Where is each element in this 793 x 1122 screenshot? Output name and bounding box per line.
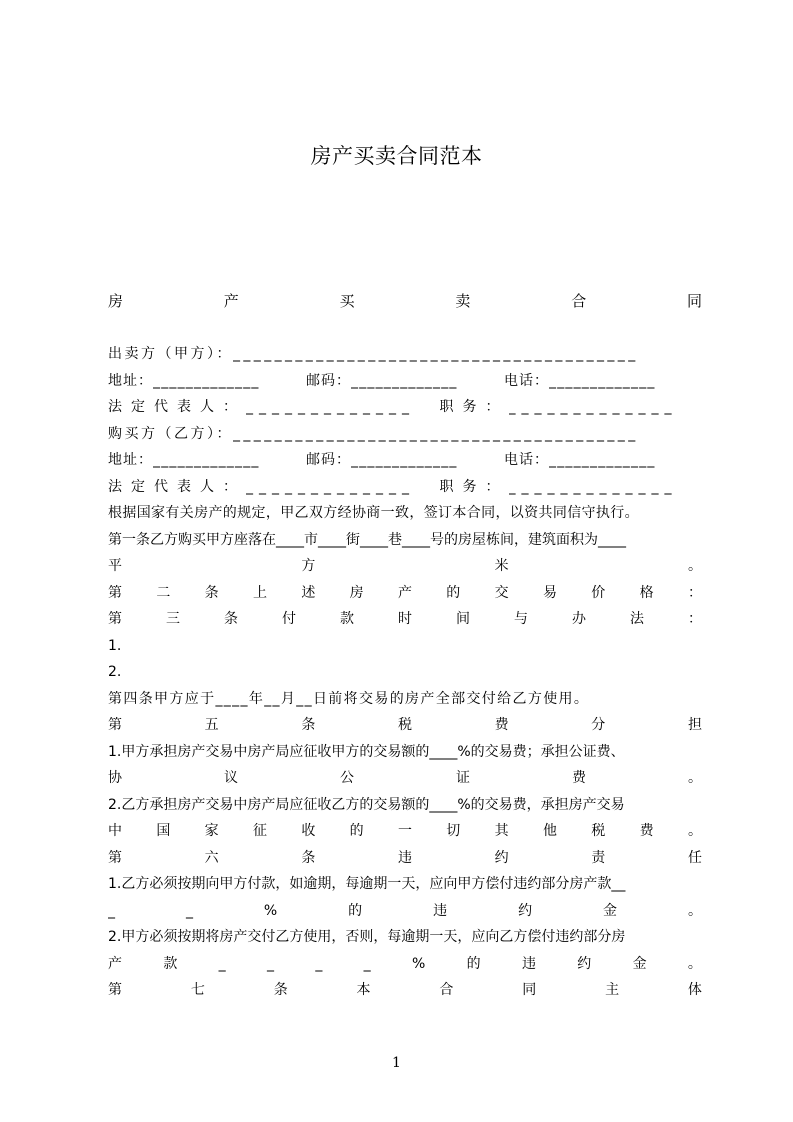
heading-char: 房 [108, 292, 124, 310]
spread-char: 其 [494, 823, 509, 839]
article-4-line: 第四条甲方应于____年__月__日前将交易的房产全部交付给乙方使用。 [108, 690, 590, 707]
article-1-tail [108, 553, 702, 580]
spread-char: 同 [522, 982, 537, 998]
seller-line [108, 341, 702, 368]
spread-char: % [411, 955, 426, 972]
spread-char: 条 [224, 611, 238, 627]
spread-char: 平 [108, 558, 122, 574]
address-blank: _____________ [153, 372, 260, 389]
spread-char: 违 [397, 849, 412, 866]
spread-char: 家 [204, 823, 219, 839]
heading-char: 卖 [455, 292, 471, 310]
spread-char: 五 [204, 717, 219, 733]
spread-char: 征 [252, 823, 267, 839]
buyer-label: 购买方（乙方）： [108, 425, 233, 442]
spread-char: _ [108, 902, 115, 919]
spread-char: 约 [494, 849, 509, 866]
spread-char: 条 [301, 849, 316, 866]
article-3-heading [108, 606, 702, 633]
heading-char: 合 [571, 292, 587, 310]
spread-char: 的 [348, 902, 363, 919]
seller-address-line [108, 368, 702, 395]
spread-char: _ [185, 902, 193, 919]
spread-char: 费 [572, 770, 586, 786]
spread-char: 的 [466, 955, 481, 972]
contract-heading [108, 290, 702, 312]
spread-char: 三 [166, 611, 180, 627]
position-blank: _____________ [508, 399, 678, 415]
spread-char: ： [688, 611, 702, 627]
heading-char: 买 [339, 292, 355, 310]
zip-blank: _____________ [351, 452, 458, 468]
position-blank: _____________ [508, 478, 678, 495]
spread-char: 体 [687, 982, 702, 998]
article-6-item-1: 1.乙方必须按期向甲方付款，如逾期，每逾期一天，应向甲方偿付违约部分房产款__ [108, 876, 626, 892]
spread-char: 条 [273, 982, 288, 998]
spread-char: 责 [591, 849, 606, 866]
spread-char: 时 [398, 611, 412, 627]
spread-char: 的 [349, 823, 364, 839]
zip-blank: _____________ [351, 372, 458, 389]
legal-rep-label: 法定代表人： [108, 399, 246, 415]
spread-char: 。 [687, 955, 702, 972]
spread-char: 约 [518, 902, 533, 919]
spread-char: 上 [252, 584, 267, 601]
spread-char: 合 [439, 982, 454, 998]
spread-char: 述 [301, 584, 316, 601]
spread-char: 交 [494, 584, 509, 601]
page-number: 1 [392, 1055, 401, 1071]
article-6-item-2: 2.甲方必须按期将房产交付乙方使用，否则，每逾期一天，应向乙方偿付违约部分房 [108, 929, 626, 945]
spread-char: 第 [108, 982, 122, 998]
spread-char: 中 [108, 823, 122, 839]
article-6-item-2-tail [108, 951, 702, 978]
zip-label: 邮码： [306, 372, 351, 389]
article-5-item-1: 1.甲方承担房产交易中房产局应征收甲方的交易额的____%的交易费；承担公证费、 [108, 743, 625, 760]
buyer-line [108, 421, 702, 448]
contract-body [108, 341, 702, 1004]
spread-char: 第 [108, 717, 122, 733]
spread-char: _ [266, 955, 274, 972]
spread-char: 约 [577, 955, 592, 972]
spread-char: 金 [632, 955, 647, 972]
spread-char: 第 [108, 611, 122, 627]
spread-char: 二 [156, 584, 171, 601]
article-2-heading [108, 580, 702, 607]
spread-char: 易 [542, 584, 557, 601]
spread-char: 国 [156, 823, 171, 839]
buyer-legal-rep-line [108, 474, 702, 501]
spread-char: 款 [163, 955, 178, 972]
spread-char: 违 [521, 955, 536, 972]
spread-char: 税 [591, 823, 606, 839]
spread-char: 格 [639, 584, 654, 601]
spread-char: 。 [688, 770, 702, 786]
spread-char: _ [363, 955, 371, 972]
legal-rep-blank: _____________ [246, 478, 415, 495]
buyer-address-line [108, 447, 702, 474]
phone-blank: _____________ [549, 372, 656, 389]
spread-char: 收 [301, 823, 316, 839]
spread-char: 方 [301, 558, 316, 574]
phone-blank: _____________ [549, 452, 656, 468]
article-3-item-1: 1. [108, 637, 122, 654]
spread-char: % [263, 902, 278, 919]
heading-char: 同 [686, 292, 702, 310]
article-3-item-2: 2. [108, 664, 122, 680]
seller-legal-rep-line [108, 394, 702, 421]
spread-char: 产 [397, 584, 412, 601]
spread-char: 办 [572, 611, 586, 627]
spread-char: 房 [349, 584, 364, 601]
spread-char: 产 [108, 955, 122, 972]
article-1-line: 第一条乙方购买甲方座落在____市____街____巷____号的房屋栋间，建筑面积为____ [108, 531, 626, 548]
spread-char: 六 [204, 849, 219, 866]
spread-char: 。 [687, 902, 702, 919]
spread-char: 任 [687, 849, 702, 866]
spread-char: 违 [433, 902, 448, 919]
article-7-heading [108, 977, 702, 1004]
spread-char: 担 [687, 717, 702, 733]
spread-char: 费 [639, 823, 654, 839]
legal-rep-label: 法定代表人： [108, 478, 246, 495]
spread-char: _ [315, 955, 323, 972]
spread-char: 的 [446, 584, 461, 601]
spread-char: 与 [514, 611, 528, 627]
spread-char: 。 [687, 823, 702, 839]
article-5-item-2: 2.乙方承担房产交易中房产局应征收乙方的交易额的____%的交易费，承担房产交易 [108, 796, 625, 813]
address-blank: _____________ [153, 452, 260, 468]
spread-char: 。 [687, 558, 702, 574]
address-label: 地址： [108, 452, 153, 468]
article-5-heading [108, 712, 702, 739]
spread-char: 证 [456, 770, 470, 786]
document-title: 房产买卖合同范本 [310, 144, 483, 168]
spread-char: 分 [591, 717, 606, 733]
spread-char: 七 [190, 982, 205, 998]
spread-char: 款 [340, 611, 354, 627]
spread-char: 间 [456, 611, 470, 627]
spread-char: 切 [446, 823, 461, 839]
address-label: 地址： [108, 372, 153, 389]
spread-char: 条 [301, 717, 316, 733]
heading-char: 产 [223, 292, 239, 310]
spread-char: 第 [108, 849, 122, 866]
phone-label: 电话： [504, 372, 549, 389]
spread-char: ： [687, 584, 702, 601]
phone-label: 电话： [504, 452, 549, 468]
zip-label: 邮码： [306, 452, 351, 468]
article-5-item-2-tail [108, 818, 702, 845]
article-6-heading [108, 845, 702, 872]
spread-char: 主 [605, 982, 620, 998]
article-5-item-1-tail [108, 765, 702, 792]
position-label: 职务： [439, 478, 509, 495]
spread-char: 付 [282, 611, 296, 627]
spread-char: 条 [204, 584, 219, 601]
legal-rep-blank: _____________ [246, 399, 415, 415]
spread-char: 本 [356, 982, 371, 998]
spread-char: 价 [591, 584, 606, 601]
spread-char: 米 [494, 558, 509, 574]
spread-char: 费 [494, 717, 509, 733]
article-6-item-1-tail [108, 898, 702, 925]
buyer-blank: _______________________________________ [233, 425, 639, 442]
spread-char: 第 [108, 584, 122, 601]
seller-blank: _______________________________________ [233, 346, 639, 362]
spread-char: _ [218, 955, 226, 972]
preamble: 根据国家有关房产的规定，甲乙双方经协商一致，签订本合同，以资共同信守执行。 [108, 505, 639, 521]
spread-char: 公 [340, 770, 354, 786]
seller-label: 出卖方（甲方）： [108, 346, 233, 362]
spread-char: 协 [108, 770, 122, 786]
position-label: 职务： [439, 399, 509, 415]
spread-char: 议 [224, 770, 238, 786]
spread-char: 他 [542, 823, 557, 839]
spread-char: 金 [603, 902, 618, 919]
spread-char: 法 [630, 611, 644, 627]
spread-char: 税 [397, 717, 412, 733]
spread-char: 一 [397, 823, 412, 839]
